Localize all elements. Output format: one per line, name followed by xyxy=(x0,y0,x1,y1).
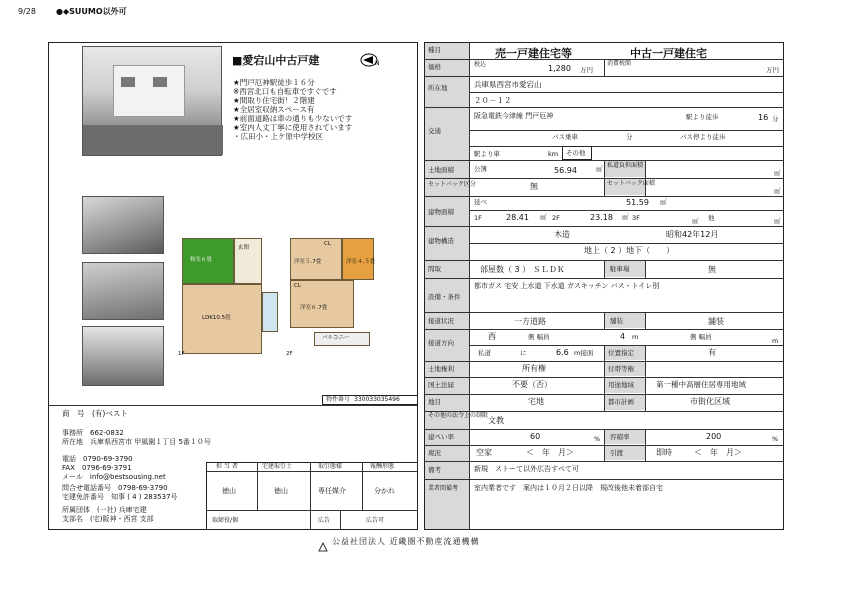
agent-note-value: 室内業者です 案内は１０月２日以降 規改後他未着部自宅 xyxy=(474,484,663,492)
street-photo xyxy=(82,262,164,320)
f2-label: 2F xyxy=(552,214,560,222)
location-line-1: 兵庫県西宮市愛宕山 xyxy=(474,80,542,89)
bcr-value: 60 xyxy=(530,432,541,441)
floor-label-1f: 1F xyxy=(178,351,185,357)
room-label: バルコニー xyxy=(322,335,350,341)
land-category-value: 宅地 xyxy=(528,397,544,406)
fee-label: 付帯等権 xyxy=(608,365,634,373)
divider xyxy=(257,462,258,510)
pavement-value: 舗装 xyxy=(708,317,724,326)
divider xyxy=(424,226,784,227)
zoning-label: 用途地域 xyxy=(608,381,634,389)
divider xyxy=(604,59,605,76)
city-plan-value: 市街化区域 xyxy=(690,397,730,406)
listing-id-label: 物件番号 xyxy=(326,396,351,403)
type-label: 種目 xyxy=(428,46,441,54)
feature-list xyxy=(233,79,352,142)
divider xyxy=(424,278,784,279)
divider xyxy=(645,345,646,361)
road-side-label: 側 幅員 xyxy=(690,333,712,341)
private-road-label: 私道負担面積 xyxy=(607,162,644,169)
road-frontage-value: 6.6 xyxy=(556,348,569,357)
road-direction-1: 西 xyxy=(488,332,496,341)
land-category-label: 地目 xyxy=(428,398,441,406)
zoning-value: 第一種中高層住居専用地域 xyxy=(656,380,746,389)
land-right-value: 所有権 xyxy=(522,364,546,373)
f1-label: 1F xyxy=(474,214,482,222)
bcr-unit: % xyxy=(594,435,601,443)
trade-name: (有)ベスト xyxy=(92,409,128,418)
staff-value: 専任媒介 xyxy=(318,487,346,495)
listing-title: ■愛宕山中古戸建 xyxy=(232,54,320,67)
agent-note-label: 業者間備考 xyxy=(428,485,459,492)
branch-label: 支部名 xyxy=(62,514,83,523)
floors-value: 地上（ 2 ）地下（ ） xyxy=(584,246,675,255)
divider xyxy=(469,92,784,93)
divider xyxy=(424,107,784,108)
designation-label: 位置指定 xyxy=(608,349,634,357)
divider xyxy=(424,479,784,480)
handover-date: ＜ 年 月＞ xyxy=(694,448,742,457)
f2-value: 23.18 xyxy=(590,213,613,222)
other-restrictions-value: 文教 xyxy=(488,416,504,425)
company-info xyxy=(62,410,211,523)
setback-label: セットバック区分 xyxy=(428,181,476,188)
parking-label: 駐車場 xyxy=(610,265,630,273)
publish-note: ●◆SUUMO以外可 xyxy=(56,7,127,16)
parking-value: 無 xyxy=(708,265,716,274)
sqm-unit: ㎡ xyxy=(774,217,781,225)
price-label: 価格 xyxy=(428,63,441,71)
pavement-label: 舗装 xyxy=(610,317,623,325)
walk-value: 16 xyxy=(758,113,769,122)
tel-label: 電話 xyxy=(62,454,76,463)
footer-organization: 公益社団法人 近畿圏不動産流通機構 xyxy=(332,537,480,546)
road-m-unit: m xyxy=(772,337,779,345)
room-label: 洋室６.7畳 xyxy=(300,305,328,311)
city-plan-label: 都市計画 xyxy=(608,398,634,406)
floor-label-2f: 2F xyxy=(286,351,293,357)
sqm-unit: ㎡ xyxy=(660,198,667,206)
structure-label: 建物構造 xyxy=(428,237,454,245)
divider xyxy=(645,394,646,411)
far-unit: % xyxy=(772,435,779,443)
page-date: 9/28 xyxy=(18,7,36,16)
company-fax: 0796-69-3791 xyxy=(81,463,132,472)
association: (一社) 兵庫宅建 xyxy=(97,505,147,514)
building-photo xyxy=(82,326,164,386)
svg-text:N: N xyxy=(375,60,380,67)
price2-unit: 万円 xyxy=(766,66,779,74)
branch: (宅)阪神・西宮 支部 xyxy=(90,514,154,523)
license-label: 宅建免許番号 xyxy=(62,492,104,501)
feature-item: ★前面道路は車の通りも少ないです xyxy=(233,114,353,123)
divider xyxy=(424,76,784,77)
sqm-unit: ㎡ xyxy=(596,165,603,173)
organization-logo-icon xyxy=(318,537,328,547)
price-note: 税込 xyxy=(474,61,487,68)
divider xyxy=(469,42,470,530)
designation-value: 有 xyxy=(708,348,716,357)
bus-ride-label: バス乗車 xyxy=(552,133,578,141)
divider xyxy=(48,405,418,406)
structure-value: 木造 xyxy=(554,230,570,239)
sqm-unit: ㎡ xyxy=(622,213,629,221)
floorplan-1f xyxy=(176,232,280,358)
price-unit: 万円 xyxy=(580,66,593,74)
feature-item: ★門戸厄神駅徒歩１６分 xyxy=(233,78,315,87)
divider xyxy=(469,210,784,211)
current-label: 現況 xyxy=(428,449,441,457)
utilities-label: 設備・条件 xyxy=(428,293,461,301)
room-label: CL xyxy=(324,241,331,247)
other-label: その他 xyxy=(566,149,586,157)
location-label: 所在地 xyxy=(428,84,448,92)
sheet-title-right: 中古一戸建住宅 xyxy=(630,47,707,60)
inquiry-label: 問合せ電話番号 xyxy=(62,483,111,492)
divider xyxy=(424,461,784,462)
staff-header: 宅建取引士 xyxy=(262,463,293,470)
road-width-label: 側 幅員 xyxy=(528,333,550,341)
feature-item: ★全居室収納スペース有 xyxy=(233,105,315,114)
divider xyxy=(424,196,784,197)
staff-header: 報酬形態 xyxy=(370,463,395,470)
street-photo xyxy=(82,196,164,254)
road-frontage-unit: m接面 xyxy=(574,349,594,357)
sqm-unit: ㎡ xyxy=(540,213,547,221)
sheet-title-left: 売一戸建住宅等 xyxy=(495,47,572,60)
divider xyxy=(469,146,784,147)
divider xyxy=(206,471,418,472)
staff-value: 分かれ xyxy=(374,487,395,495)
staff-header: 取引態様 xyxy=(318,463,343,470)
walk-unit: 分 xyxy=(772,115,779,123)
far-label: 容積率 xyxy=(610,433,630,441)
price-value: 1,280 xyxy=(548,64,571,73)
km-unit: km xyxy=(548,150,559,158)
room-label: 和室６畳 xyxy=(190,257,213,263)
built-date: 昭和42年12月 xyxy=(666,230,719,239)
handover-label: 引渡 xyxy=(610,449,623,457)
license-number: 知事 ( 4 ) 283537号 xyxy=(111,492,178,501)
traffic-line: 阪急電鉄今津線 門戸厄神 xyxy=(474,112,554,120)
office-postal: 662-0832 xyxy=(90,428,124,437)
divider xyxy=(362,462,363,510)
fax-label: FAX xyxy=(62,463,75,472)
room-label: 玄関 xyxy=(238,245,250,251)
layout-label: 間取 xyxy=(428,265,441,273)
current-value: 空家 xyxy=(476,448,492,457)
handover-value: 即時 xyxy=(656,448,672,457)
ad-label: 広告 xyxy=(318,517,331,524)
road-frontage-label: に xyxy=(520,349,527,357)
divider xyxy=(469,130,784,131)
land-right-label: 土地権利 xyxy=(428,365,454,373)
land-law-label: 国土法届 xyxy=(428,381,454,389)
company-tel: 0790-69-3790 xyxy=(83,454,133,463)
traffic-label: 交通 xyxy=(428,127,441,135)
divider xyxy=(645,160,646,178)
current-date: ＜ 年 月＞ xyxy=(526,448,574,457)
f1-value: 28.41 xyxy=(506,213,529,222)
utilities-value: 都市ガス 宅安 上水道 下水道 ガスキッチン バス・トイレ別 xyxy=(474,282,660,290)
feature-item: ★室内人丈丁寧に使用されています xyxy=(233,123,353,132)
bus-stop-label: バス停より徒歩 xyxy=(680,133,726,141)
bus-ride-unit: 分 xyxy=(626,133,633,141)
floor-total-label: 延べ xyxy=(474,198,487,206)
room-bath xyxy=(262,292,278,332)
listing-id: 330033035496 xyxy=(354,396,400,403)
remarks-label: 備考 xyxy=(428,466,441,474)
walk-label: 駅より徒歩 xyxy=(686,113,719,121)
inquiry-tel: 0798-69-3790 xyxy=(118,483,168,492)
divider xyxy=(645,361,646,377)
land-area: 56.94 xyxy=(554,166,577,175)
house-exterior-photo xyxy=(82,46,222,156)
f3-label: 3F xyxy=(632,214,640,222)
road-status-label: 接道状況 xyxy=(428,317,454,325)
staff-value: 徳山 xyxy=(274,487,288,495)
road-private-label: 私道 xyxy=(478,349,491,357)
divider xyxy=(206,510,418,511)
room-label: 洋室５.7畳 xyxy=(294,259,322,265)
other-restrictions-label: その他の法令上の制限 xyxy=(428,412,489,419)
office-label: 事務所 xyxy=(62,428,83,437)
land-measure: 公簿 xyxy=(474,165,487,173)
layout-value: 部屋数（ 3 ） ＳＬＤＫ xyxy=(480,265,565,274)
staff-value: 徳山 xyxy=(222,487,236,495)
remarks-label: 取締役/個 xyxy=(212,517,239,524)
road-width-value: 4 xyxy=(620,332,626,341)
divider xyxy=(424,329,784,330)
setback-area-label: セットバック面積 xyxy=(607,180,655,187)
room-label: LDK10.5畳 xyxy=(202,315,231,321)
building-area-label: 建物面積 xyxy=(428,208,454,216)
other-floor-label: 他 xyxy=(708,214,715,222)
far-value: 200 xyxy=(706,432,722,441)
staff-header: 担 当 者 xyxy=(216,463,238,470)
location-line-2: ２０－１２ xyxy=(474,96,512,105)
trade-name-label: 商 号 xyxy=(62,409,85,418)
road-status-value: 一方道路 xyxy=(514,317,546,326)
divider xyxy=(645,445,646,461)
sqm-unit: ㎡ xyxy=(774,187,781,195)
divider xyxy=(340,510,341,530)
divider xyxy=(310,462,311,530)
address-label: 所在地 xyxy=(62,437,83,446)
floorplan-2f xyxy=(284,232,380,358)
association-label: 所属団体 xyxy=(62,505,90,514)
feature-item: ★間取り住宅街！２階建 xyxy=(233,96,315,105)
sqm-unit: ㎡ xyxy=(774,169,781,177)
divider xyxy=(645,377,646,394)
from-station-label: 駅より車 xyxy=(474,150,500,158)
feature-item: ・広田小・上ケ原中学校区 xyxy=(233,132,323,141)
land-law-value: 不要（否） xyxy=(512,380,552,389)
email-label: メール xyxy=(62,472,83,481)
ad-value: 広告可 xyxy=(366,517,385,524)
north-arrow-icon xyxy=(360,52,380,66)
floor-total: 51.59 xyxy=(626,198,649,207)
company-email[interactable]: info@bestsousing.net xyxy=(89,472,166,481)
price2-label: 消費税額 xyxy=(607,60,632,67)
setback-value: 無 xyxy=(530,182,538,191)
company-address: 兵庫県西宮市 甲風園１丁目 5番１０号 xyxy=(90,437,211,446)
road-m-unit: m xyxy=(632,333,639,341)
divider xyxy=(645,429,646,445)
room-label: CL xyxy=(294,283,301,289)
land-area-label: 土地面積 xyxy=(428,166,454,174)
bcr-label: 建ぺい率 xyxy=(428,433,454,441)
divider xyxy=(469,243,784,244)
remarks-value: 新規 ストーて以外広告すべて可 xyxy=(474,465,579,473)
feature-item: ※西宮北口も自転車ですぐです xyxy=(233,87,337,96)
divider xyxy=(645,260,646,278)
road-direction-label: 接道方向 xyxy=(428,339,454,347)
divider xyxy=(645,312,646,329)
room-label: 洋室４.５畳 xyxy=(346,259,376,265)
sqm-unit: ㎡ xyxy=(692,217,699,225)
